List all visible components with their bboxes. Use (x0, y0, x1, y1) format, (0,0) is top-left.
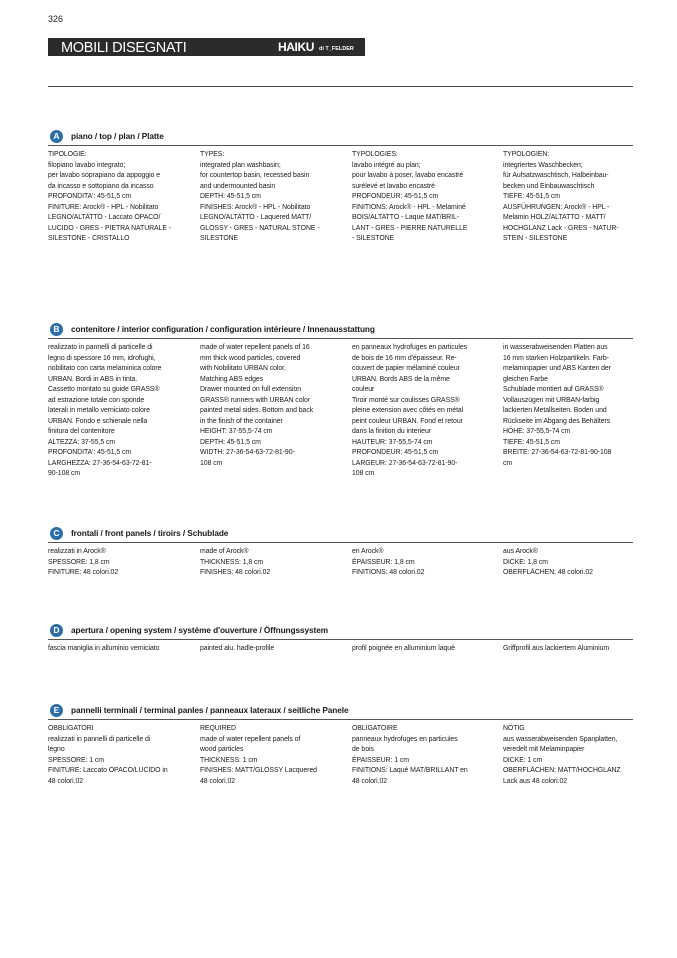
text-de: aus Arock® DICKE: 1,8 cm OBERFLÄCHEN: 48 colori.02 (503, 548, 593, 576)
text-de: NÖTIG aus wasserabweisenden Spanplatten, veredelt mit Melaminpapier DICKE: 1 cm OBERFLÄCHEN: MATT/HOCHGLANZ Lack aus 48 colori.02 (503, 725, 621, 785)
section-divider (48, 338, 633, 339)
section-divider (48, 542, 633, 543)
section-piano (48, 130, 633, 242)
page-title: MOBILI DISEGNATI (61, 40, 187, 56)
text-de: TYPOLOGIEN: integriertes Waschbecken; für Aufsatzwaschtisch, Halbeinbau- becken und Einbauwaschtisch TIEFE: 45-51,5 cm AUSFÜHRUNGEN: Arock® - HPL - Melamin HOLZ/ALTATTO - MATT/ HOCHGLANZ Lack - GRES - NATUR- STEIN - SILESTONE (503, 151, 619, 242)
section-title: apertura / opening system / système d'ouverture / Öffnungssystem (71, 625, 328, 635)
section-badge: A (50, 130, 63, 143)
text-it: realizzato in pannelli di particelle di legno di spessore 16 mm, idrofughi, nobilitato con carta melaminica colore URBAN. Bordi in ABS in tinta. Cassetto montato su guide GRASS® ad estrazione totale con sponde laterali in metallo verniciato colore URBAN. Fondo e schienale nella finitura del contenitore ALTEZZA: 37-55,5 cm PROFONDITA': 45-51,5 cm LARGHEZZA: 27-36-54-63-72-81- 90-108 cm (48, 344, 162, 477)
section-title: contenitore / interior configuration / configuration intérieure / Innenausstattung (71, 324, 375, 334)
text-fr: en Arock® ÉPAISSEUR: 1,8 cm FINITIONS: 48 colori.02 (352, 548, 425, 576)
section-badge: D (50, 624, 63, 637)
text-de: in wasserabweisenden Platten aus 16 mm starken Holzpartikeln. Farb- melaminpapier und ABS Kanten der gleichen Farbe Schublade montiert auf GRASS® Vollauszügen mit URBAN-farbig lackierten Metallseiten. Boden und Rückseite im Abgang des Behälters HÖHE: 37-55,5-74 cm TIEFE: 45-51,5 cm BREITE: 27-36-54-63-72-81-90-108 cm (503, 344, 612, 467)
section-badge: B (50, 323, 63, 336)
text-it: TIPOLOGIE: filopiano lavabo integrato; per lavabo soprapiano da appoggio e da incasso e sottopiano da incasso PROFONDITA': 45-51,5 cm FINITURE: Arock® - HPL - Nobilitato LEGNO/ALTATTO - Laccato OPACO/ LUCIDO - GRES - PIETRA NATURALE - SILESTONE - CRISTALLO (48, 151, 172, 242)
text-fr: profil poignée en alluminium laqué (352, 645, 455, 652)
section-title: pannelli terminali / terminal panles / panneaux lateraux / seitliche Panele (71, 705, 349, 715)
text-it: fascia maniglia in alluminio verniciato (48, 645, 160, 652)
text-it: realizzati in Arock® SPESSORE: 1,8 cm FINITURE: 48 colori.02 (48, 548, 119, 576)
section-divider (48, 639, 633, 640)
brand-subtitle: di T_FELDER (319, 46, 354, 52)
section-badge: E (50, 704, 63, 717)
text-en: REQUIRED made of water repellent panels of wood particles THICKNESS: 1 cm FINISHES: MATT/GLOSSY Lacquered 48 colori.02 (200, 725, 317, 785)
title-bar (48, 38, 365, 56)
section-contenitore (48, 323, 633, 477)
text-en: painted alu. hadle-profile (200, 645, 275, 652)
section-pannelli (48, 704, 633, 785)
header-divider (48, 86, 633, 87)
section-divider (48, 719, 633, 720)
text-fr: OBLIGATOIRE panneaux hydrofuges en particules de bois ÉPAISSEUR: 1 cm FINITIONS: Laqué MAT/BRILLANT en 48 colori.02 (352, 725, 468, 785)
text-en: TYPES: integrated plan washbasin; for countertop basin, recessed basin and undermounted basin DEPTH: 45-51,5 cm FINISHES: Arock® - HPL - Nobilitato LEGNO/ALTATTO - Laquered MATT/ GLOSSY - GRES - NATURAL STONE - SILESTONE (200, 151, 320, 242)
text-en: made of Arock® THICKNESS: 1,8 cm FINISHES: 48 colori.02 (200, 548, 271, 576)
section-divider (48, 145, 633, 146)
section-frontali (48, 527, 633, 576)
text-it: OBBLIGATORI realizzati in pannelli di particelle di legno SPESSORE: 1 cm FINITURE: Laccato OPACO/LUCIDO in 48 colori.02 (48, 725, 168, 785)
text-fr: en panneaux hydrofuges en particules de bois de 16 mm d'épaisseur. Re- couvert de papier mélaminé couleur URBAN. Bords ABS de la même couleur Tiroir monté sur coulisses GRASS® pleine extension avec côtés en métal peint couleur URBAN. Fond et retour dans la finition du interieur HAUTEUR: 37-55,5-74 cm PROFONDEUR: 45-51,5 cm LARGEUR: 27-36-54-63-72-81-90- 108 cm (352, 344, 468, 477)
section-badge: C (50, 527, 63, 540)
text-fr: TYPOLOGIES: lavabo intégré au plan; pour lavabo à poser, lavabo encastré surélevé et lavabo encastré PROFONDEUR: 45-51,5 cm FINITIONS: Arock® - HPL - Melaminé BOIS/ALTATTO - Laque MAT/BRIL- LANT - GRES - PIERRE NATURELLE - SILESTONE (352, 151, 468, 242)
section-title: piano / top / plan / Platte (71, 131, 164, 141)
text-en: made of water repellent panels of 16 mm thick wood particles, covered with Nobilitato URBAN color. Matching ABS edges Drawer mounted on full extension GRASS® runners with URBAN color painted metal sides. Bottom and back in the finish of the container HEIGHT: 37-55,5-74 cm DEPTH: 45-51,5 cm WIDTH: 27-36-54-63-72-81-90- 108 cm (200, 344, 314, 467)
page-number: 326 (48, 14, 64, 24)
section-title: frontali / front panels / tiroirs / Schublade (71, 528, 229, 538)
brand-name: HAIKU (278, 40, 314, 54)
text-de: Griffprofil aus lackiertem Aluminium (503, 645, 610, 652)
section-apertura (48, 624, 633, 652)
